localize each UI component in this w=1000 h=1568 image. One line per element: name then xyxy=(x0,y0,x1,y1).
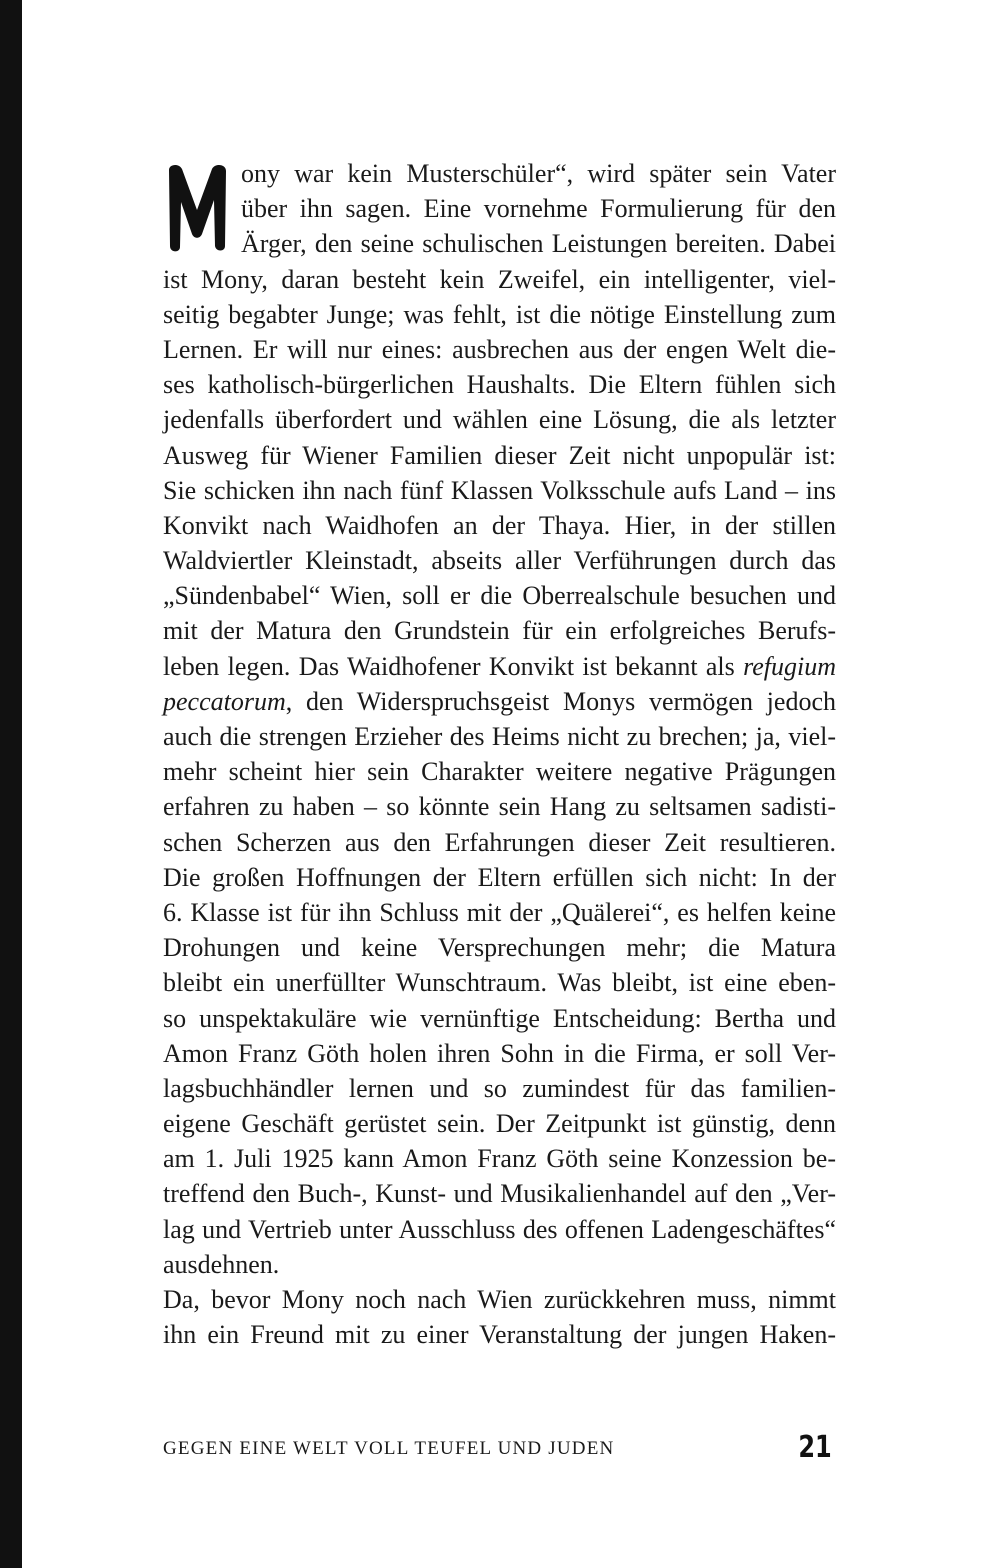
text-line xyxy=(163,684,836,719)
italic-term: refugium xyxy=(743,651,836,681)
text-line: über ihn sagen. Eine vornehme Formulierung für den xyxy=(241,194,836,224)
text-line: am 1. Juli 1925 kann Amon Franz Göth seine Konzession be- xyxy=(163,1144,836,1174)
text-line: Ausweg für Wiener Familien dieser Zeit nicht unpopulär ist: xyxy=(163,440,836,470)
text-line: „Sündenbabel“ Wien, soll er die Oberrealschule besuchen und xyxy=(163,581,836,611)
text-line: auch die strengen Erzieher des Heims nicht zu brechen; ja, viel- xyxy=(163,722,836,751)
text-run: leben legen. Das Waidhofener Konvikt ist bekannt als xyxy=(163,651,744,681)
text-line: ses katholisch-bürgerlichen Haushalts. Die Eltern fühlen sich xyxy=(163,370,836,400)
text-run: , den Widerspruchsgeist Monys vermögen jedoch xyxy=(285,686,836,716)
text-line: lag und Vertrieb unter Ausschluss des offenen Ladengeschäftes“ xyxy=(163,1214,836,1244)
text-line: eigene Geschäft gerüstet sein. Der Zeitpunkt ist günstig, denn xyxy=(163,1109,836,1139)
text-line: Da, bevor Mony noch nach Wien zurückkehren muss, nimmt xyxy=(163,1285,836,1314)
text-line: Drohungen und keine Versprechungen mehr; die Matura xyxy=(163,933,836,963)
text-line: erfahren zu haben – so könnte sein Hang zu seltsamen sadisti- xyxy=(163,792,836,822)
text-line: mehr scheint hier sein Charakter weitere negative Prägungen xyxy=(163,757,836,787)
text-line: ihn ein Freund mit zu einer Veranstaltung der jungen Haken- xyxy=(163,1320,836,1350)
text-line: seitig begabter Junge; was fehlt, ist die nötige Einstellung zum xyxy=(163,299,836,329)
text-line: Amon Franz Göth holen ihren Sohn in die Firma, er soll Ver- xyxy=(163,1038,836,1068)
text-line: ist Mony, daran besteht kein Zweifel, ein intelligenter, viel- xyxy=(163,264,836,294)
page-footer xyxy=(163,1432,836,1472)
text-line: so unspektakuläre wie vernünftige Entscheidung: Bertha und xyxy=(163,1003,836,1033)
text-line: Ärger, den seine schulischen Leistungen bereiten. Dabei xyxy=(241,229,836,259)
text-line: lagsbuchhändler lernen und so zumindest für das familien- xyxy=(163,1073,836,1103)
page-number: 21 xyxy=(798,1430,832,1465)
text-line: treffend den Buch-, Kunst- und Musikalienhandel auf den „Ver- xyxy=(163,1179,836,1209)
text-line: ony war kein Musterschüler“, wird später sein Vater xyxy=(241,159,836,188)
text-line: schen Scherzen aus den Erfahrungen dieser Zeit resultieren. xyxy=(163,827,836,857)
text-line: bleibt ein unerfüllter Wunschtraum. Was bleibt, ist eine eben- xyxy=(163,968,836,998)
text-line: Die großen Hoffnungen der Eltern erfüllen sich nicht: In der xyxy=(163,862,836,892)
text-line xyxy=(163,649,836,684)
text-line: mit der Matura den Grundstein für ein erfolgreiches Berufs- xyxy=(163,616,836,646)
page-edge-bar xyxy=(0,0,22,1568)
running-head: GEGEN EINE WELT VOLL TEUFEL UND JUDEN xyxy=(163,1438,615,1459)
text-line: Waldviertler Kleinstadt, abseits aller Verführungen durch das xyxy=(163,546,836,576)
text-line: Sie schicken ihn nach fünf Klassen Volksschule aufs Land – ins xyxy=(163,475,836,505)
italic-term: peccatorum xyxy=(163,686,286,716)
text-line: ausdehnen. xyxy=(163,1249,280,1279)
text-line: jedenfalls überfordert und wählen eine Lösung, die als letzter xyxy=(163,405,836,435)
text-line: Konvikt nach Waidhofen an der Thaya. Hier, in der stillen xyxy=(163,510,836,540)
text-line: Lernen. Er will nur eines: ausbrechen aus der engen Welt die- xyxy=(163,334,836,364)
text-line: 6. Klasse ist für ihn Schluss mit der „Quälerei“, es helfen keine xyxy=(163,897,836,927)
body-text xyxy=(163,156,836,1356)
